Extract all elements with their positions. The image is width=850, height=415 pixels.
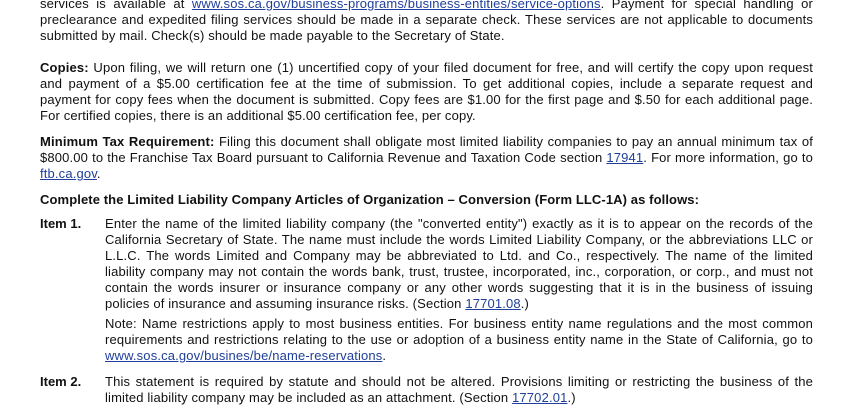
item-1-note [105,316,813,364]
item-1-body: Enter the name of the limited liability company (the "converted entity") exactly as it is to appear on the records of the California Secretary of State. The name must include the words Limited Liability Company, or the abbreviations LLC or L.L.C. The words Limited and Company may be abbreviated to Ltd. and Co., respectively. The name of the limited liability company may not contain the words bank, trust, trustee, incorporated, inc., corporation, or corp., and must not contain the words insurer or insurance company or any other words suggesting that it is in the business of issuing policies of insurance and assuming insurance risks. (Section [105,216,813,311]
minimum-tax-label: Minimum Tax Requirement: [40,134,215,149]
intro-text: services is available at [40,0,192,11]
service-options-paragraph [40,0,813,44]
name-reservations-link[interactable]: www.sos.ca.gov/busines/be/name-reservations [105,348,383,363]
item-1-note-end: . [382,348,387,363]
section-17701-08-link[interactable]: 17701.08 [465,296,521,311]
minimum-tax-text: Filing this document shall obligate most limited liability companies to pay an annual minimum tax of $800.00 to the Franchise Tax Board pursuant to California Revenue and Taxation Code section [40,134,813,165]
section-heading: Complete the Limited Liability Company Articles of Organization – Conversion (Form LLC-1A) as follows: [40,192,700,207]
item-2-body: This statement is required by statute and should not be altered. Provisions limiting or restricting the business of the limited liability company may be included as an attachment. (Section [105,374,813,405]
item-1-body-end: .) [520,296,529,311]
item-1-label: Item 1. [40,216,82,231]
item-2-label: Item 2. [40,374,82,389]
minimum-tax-text-mid: . For more information, go to [643,150,813,165]
copies-paragraph [40,60,813,124]
intro-text-continued: . Payment for special handling or preclearance and expedited filing services should be made in a separate check. These services are not applicable to documents submitted by mail. Check(s) should be made payable to the Secretary of State. [40,0,813,43]
copies-label: Copies: [40,60,89,75]
item-2-body-end: .) [567,390,576,405]
copies-text: Upon filing, we will return one (1) uncertified copy of your filed document for free, and will certify the copy upon request and payment of a $5.00 certification fee at the time of submission. To get additional copies, include a separate request and payment for copy fees when the document is submitted. Copy fees are $1.00 for the first page and $.50 for each additional page. For certified copies, there is an additional $5.00 certification fee, per copy. [40,60,813,123]
section-17702-01-link[interactable]: 17702.01 [512,390,568,405]
service-options-link[interactable]: www.sos.ca.gov/business-programs/business-entities/service-options [191,0,601,11]
item-1-note-text: Note: Name restrictions apply to most business entities. For business entity name regulations and the most common requirements and restrictions relating to the use or adoption of a business entity name in the State of California, go to [105,316,813,347]
minimum-tax-paragraph [40,134,813,182]
ftb-link[interactable]: ftb.ca.gov [40,166,97,181]
item-2-text [105,374,813,406]
item-1-text [105,216,813,312]
section-17941-link[interactable]: 17941 [606,150,644,165]
minimum-tax-text-end: . [96,166,101,181]
